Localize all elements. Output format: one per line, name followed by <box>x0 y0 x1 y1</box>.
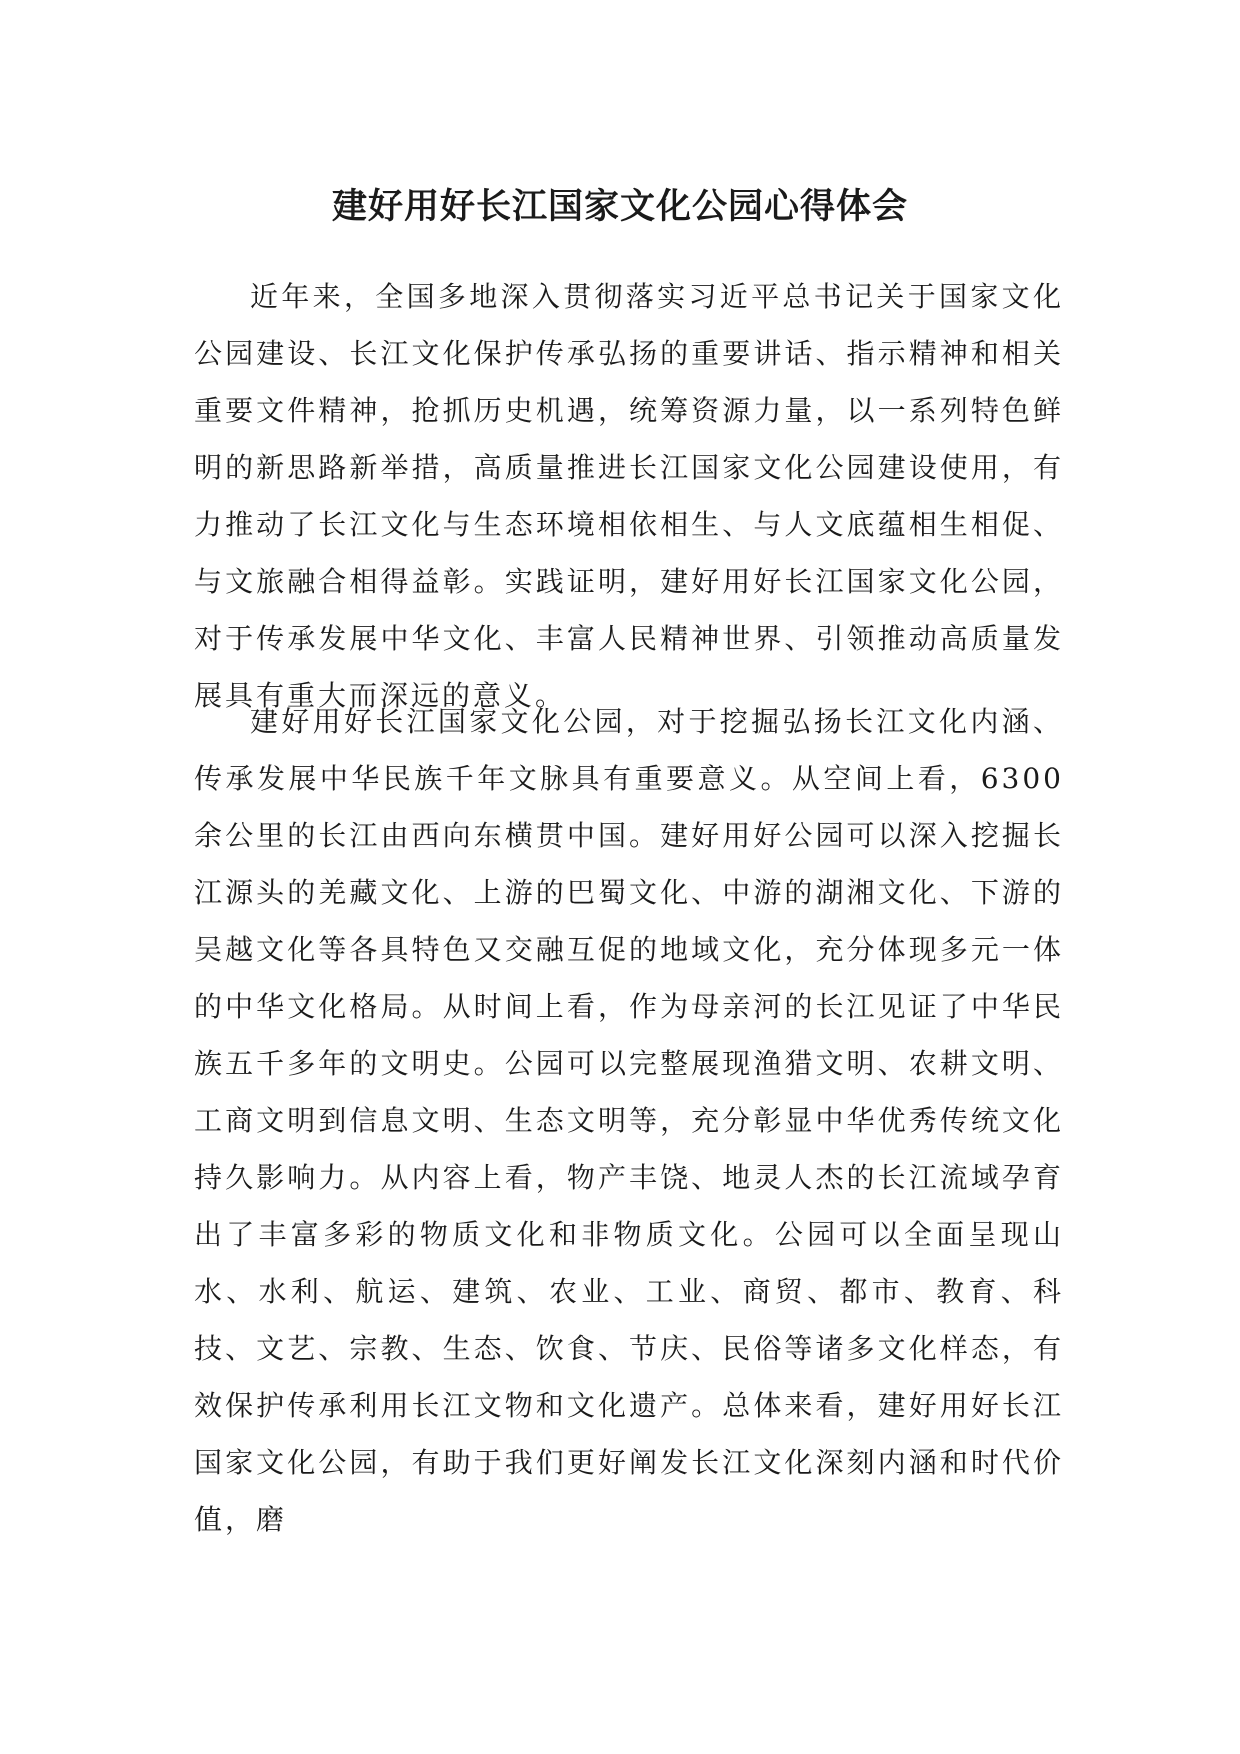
paragraph-1: 近年来，全国多地深入贯彻落实习近平总书记关于国家文化公园建设、长江文化保护传承弘扬的重要讲话、指示精神和相关重要文件精神，抢抓历史机遇，统筹资源力量，以一系列特色鲜明的新思路新举措，高质量推进长江国家文化公园建设使用，有力推动了长江文化与生态环境相依相生、与人文底蕴相生相促、与文旅融合相得益彰。实践证明，建好用好长江国家文化公园，对于传承发展中华文化、丰富人民精神世界、引领推动高质量发展具有重大而深远的意义。 <box>194 280 1064 712</box>
document-title: 建好用好长江国家文化公园心得体会 <box>331 186 908 227</box>
paragraph-2: 建好用好长江国家文化公园，对于挖掘弘扬长江文化内涵、传承发展中华民族千年文脉具有重要意义。从空间上看，6300余公里的长江由西向东横贯中国。建好用好公园可以深入挖掘长江源头的羌藏文化、上游的巴蜀文化、中游的湖湘文化、下游的吴越文化等各具特色又交融互促的地域文化，充分体现多元一体的中华文化格局。从时间上看，作为母亲河的长江见证了中华民族五千多年的文明史。公园可以完整展现渔猎文明、农耕文明、工商文明到信息文明、生态文明等，充分彰显中华优秀传统文化持久影响力。从内容上看，物产丰饶、地灵人杰的长江流域孕育出了丰富多彩的物质文化和非物质文化。公园可以全面呈现山水、水利、航运、建筑、农业、工业、商贸、都市、教育、科技、文艺、宗教、生态、饮食、节庆、民俗等诸多文化样态，有效保护传承利用长江文物和文化遗产。总体来看，建好用好长江国家文化公园，有助于我们更好阐发长江文化深刻内涵和时代价值，磨 <box>194 705 1064 1536</box>
